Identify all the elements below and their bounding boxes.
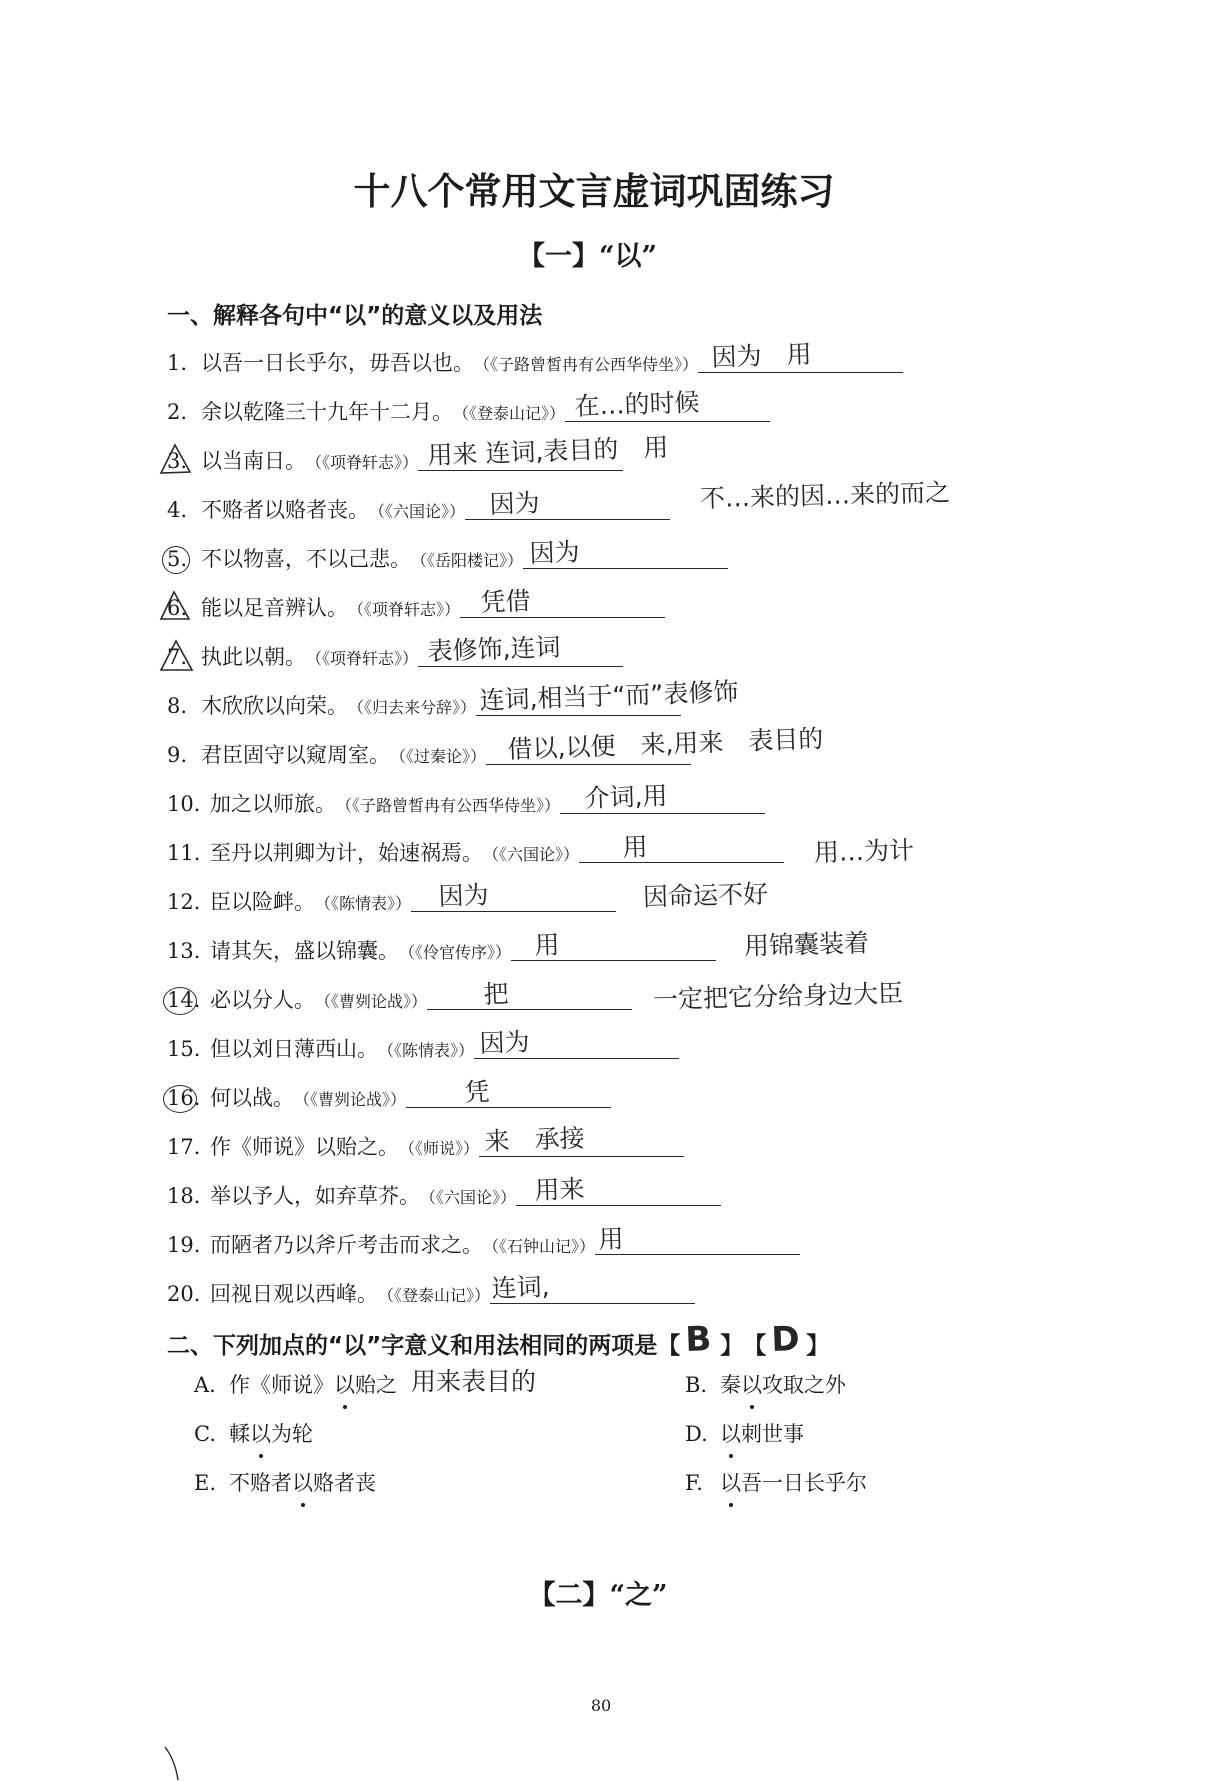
question-row-9 <box>167 723 1207 780</box>
handwritten-option-note: 用来表目的 <box>411 1367 537 1396</box>
dotted-keyword: 以 <box>292 1463 313 1503</box>
answer-blank <box>479 1123 684 1157</box>
question-number-text: 13. <box>167 939 201 963</box>
answer-bracket-blank <box>766 1319 806 1360</box>
question-row-16 <box>167 1074 1207 1123</box>
question-sentence: 以当南日。 <box>201 449 306 473</box>
answer-blank <box>406 1077 611 1108</box>
option-text-post: 刺世事 <box>741 1422 804 1446</box>
answer-blank <box>523 537 728 569</box>
answer-blank <box>698 339 903 373</box>
question-number-text: 17. <box>167 1135 201 1159</box>
question-sentence: 请其矢，盛以锦囊。 <box>210 939 399 963</box>
question-number-text: 18. <box>167 1184 201 1208</box>
answer-blank <box>418 632 623 667</box>
handwritten-answer: 因为 <box>489 488 541 519</box>
question-source: （《登泰山记》） <box>378 1286 491 1305</box>
question-source: （《陈情表》） <box>378 1041 475 1060</box>
question-number <box>167 437 201 486</box>
option-letter: C. <box>194 1422 216 1446</box>
question-sentence: 必以分人。 <box>210 988 315 1012</box>
question-source: （《师说》） <box>399 1139 480 1158</box>
question-source: （《子路曾皙冉有公西华侍坐》） <box>474 355 699 374</box>
question-row-14 <box>167 976 1207 1025</box>
question-source: （《归去来兮辞》） <box>348 698 477 717</box>
question-sentence: 执此以朝。 <box>201 645 306 669</box>
bracket-open: 【 <box>743 1333 767 1359</box>
question-number <box>167 682 201 731</box>
handwritten-side-note: 一定把它分给身边大臣 <box>652 978 904 1015</box>
question-source: （《陈情表》） <box>315 894 412 913</box>
question-number <box>167 535 201 584</box>
page-title: 十八个常用文言虚词巩固练习 <box>353 170 835 213</box>
question-source: （《六国论》） <box>483 845 580 864</box>
dotted-keyword: 以 <box>334 1365 355 1405</box>
handwritten-answer: 用来 连词,表目的 用 <box>427 432 669 470</box>
question-number-text: 3. <box>167 449 188 473</box>
handwritten-answer: 来 承接 <box>484 1123 586 1156</box>
question-number <box>167 584 201 633</box>
question-sentence: 臣以险衅。 <box>210 890 315 914</box>
question-row-7 <box>167 633 1207 682</box>
answer-blank <box>595 1224 800 1255</box>
question-row-1 <box>167 339 1207 388</box>
section-2-heading <box>167 1319 830 1366</box>
handwritten-answer: 凭 <box>464 1077 491 1107</box>
handwritten-choice: B <box>684 1319 713 1360</box>
question-source: （《项脊轩志》） <box>306 453 419 472</box>
question-row-13 <box>167 927 1207 976</box>
question-row-2 <box>167 388 1207 437</box>
question-row-19 <box>167 1221 1207 1270</box>
answer-blank <box>516 1174 721 1206</box>
question-sentence: 举以予人，如弃草芥。 <box>210 1184 420 1208</box>
question-number-text: 16. <box>167 1086 201 1110</box>
question-row-11 <box>167 829 1207 878</box>
question-sentence: 作《师说》以贻之。 <box>210 1135 399 1159</box>
option-text-pre: 秦 <box>720 1373 741 1397</box>
question-number-text: 9. <box>167 743 188 767</box>
triangle-mark-icon <box>158 443 192 475</box>
question-sentence: 至丹以荆卿为计，始速祸焉。 <box>210 841 483 865</box>
question-number-text: 2. <box>167 400 188 424</box>
answer-blank <box>465 488 670 520</box>
option-b <box>685 1365 846 1405</box>
question-sentence: 不以物喜，不以己悲。 <box>201 547 411 571</box>
option-letter: B. <box>685 1373 708 1397</box>
option-text-post: 赂者丧 <box>313 1471 376 1495</box>
question-number <box>167 1270 210 1319</box>
question-number-text: 7. <box>167 645 188 669</box>
handwritten-answer: 表修饰,连词 <box>427 632 561 666</box>
handwritten-answer: 用来 <box>534 1174 586 1205</box>
question-sentence: 木欣欣以向荣。 <box>201 694 348 718</box>
dotted-keyword: 以 <box>741 1365 762 1405</box>
handwritten-answer: 用 <box>534 930 561 960</box>
option-f <box>685 1463 867 1503</box>
question-number <box>167 927 210 976</box>
question-sentence: 余以乾隆三十九年十二月。 <box>201 400 453 424</box>
question-number-text: 11. <box>167 841 201 865</box>
handwritten-answer: 介词,用 <box>584 781 668 813</box>
handwritten-answer: 用 <box>598 1224 625 1254</box>
question-row-5 <box>167 535 1207 584</box>
question-number-text: 19. <box>167 1233 201 1257</box>
question-sentence: 何以战。 <box>210 1086 294 1110</box>
question-sentence: 能以足音辨认。 <box>201 596 348 620</box>
question-row-10 <box>167 780 1207 829</box>
question-source: （《伶官传序》） <box>399 943 512 962</box>
option-text-post: 吾一日长乎尔 <box>741 1471 867 1495</box>
question-row-17 <box>167 1123 1207 1172</box>
option-text-post: 为轮 <box>271 1422 313 1446</box>
answer-blank <box>460 586 665 618</box>
question-source: （《子路曾皙冉有公西华侍坐》） <box>336 796 561 815</box>
handwritten-answer: 连词,相当于“而”表修饰 <box>479 676 739 715</box>
answer-blank <box>511 930 716 961</box>
option-d <box>685 1414 804 1454</box>
handwritten-choice: D <box>770 1319 801 1360</box>
dotted-keyword: 以 <box>720 1414 741 1454</box>
handwritten-answer: 凭借 <box>480 586 532 617</box>
answer-blank <box>490 1271 695 1304</box>
section-1-heading <box>167 296 542 336</box>
question-list <box>167 339 1207 1319</box>
circle-mark-icon <box>162 546 190 574</box>
question-row-12 <box>167 878 1207 927</box>
question-row-8 <box>167 676 1207 731</box>
option-text-pre: 不赂者 <box>229 1471 292 1495</box>
circle-mark-icon <box>163 987 197 1015</box>
question-sentence: 但以刘日薄西山。 <box>210 1037 378 1061</box>
handwritten-answer: 因为 <box>479 1027 531 1058</box>
option-e <box>194 1463 376 1503</box>
part-1-heading: 【一】“以” <box>517 241 658 272</box>
question-number-text: 5. <box>167 547 188 571</box>
question-number <box>167 1221 210 1270</box>
question-number <box>167 486 201 535</box>
question-row-6 <box>167 584 1207 633</box>
option-a <box>194 1365 536 1405</box>
question-number <box>167 1074 210 1123</box>
question-row-3 <box>167 432 1207 486</box>
answer-blank <box>418 432 669 471</box>
option-text-post: 攻取之外 <box>762 1373 846 1397</box>
answer-blank <box>427 979 632 1010</box>
question-number <box>167 1172 210 1221</box>
part-2-heading: 【二】“之” <box>528 1580 668 1611</box>
question-number-text: 6. <box>167 596 188 620</box>
section-1-heading-text: 一、解释各句中“以”的意义以及用法 <box>167 303 543 329</box>
question-number <box>167 1025 210 1074</box>
handwritten-side-note: 用锦囊装着 <box>743 928 870 961</box>
question-number-text: 4. <box>167 498 188 522</box>
question-number-text: 10. <box>167 792 201 816</box>
handwritten-side-note: 因命运不好 <box>642 879 769 912</box>
handwritten-side-note: 用…为计 <box>813 835 915 868</box>
question-source: （《六国论》） <box>420 1188 517 1207</box>
option-letter: A. <box>194 1373 216 1397</box>
answer-bracket-blank <box>680 1319 720 1360</box>
handwritten-side-note: 不…来的因…来的而之 <box>699 477 951 514</box>
circle-mark-icon <box>163 1085 197 1113</box>
answer-blank <box>560 781 765 814</box>
question-row-15 <box>167 1025 1207 1074</box>
option-text-pre: 作《师说》 <box>229 1373 334 1397</box>
option-c <box>194 1414 313 1454</box>
answer-blank <box>565 387 770 422</box>
question-number <box>167 976 210 1025</box>
bracket-close: 】 <box>806 1333 830 1359</box>
question-row-20 <box>167 1270 1207 1319</box>
question-sentence: 以吾一日长乎尔，毋吾以也。 <box>201 351 474 375</box>
question-source: （《过秦论》） <box>390 747 487 766</box>
handwritten-answer: 在…的时候 <box>574 387 701 421</box>
triangle-mark-icon <box>158 639 194 673</box>
question-source: （《六国论》） <box>369 502 466 521</box>
question-number <box>167 731 201 780</box>
option-letter: F. <box>685 1471 703 1495</box>
option-letter: E. <box>194 1471 217 1495</box>
answer-blank <box>474 1027 679 1059</box>
question-number-text: 15. <box>167 1037 201 1061</box>
question-source: （《石钟山记》） <box>483 1237 596 1256</box>
question-sentence: 回视日观以西峰。 <box>210 1282 378 1306</box>
handwritten-answer: 因为 <box>438 880 490 911</box>
question-number <box>167 633 201 682</box>
question-source: （《项脊轩志》） <box>348 600 461 619</box>
question-number <box>167 388 201 437</box>
question-sentence: 不赂者以赂者丧。 <box>201 498 369 522</box>
question-number-text: 14. <box>167 988 201 1012</box>
question-number <box>167 780 210 829</box>
question-number-text: 12. <box>167 890 201 914</box>
question-source: （《曹刿论战》） <box>294 1090 407 1109</box>
answer-blank <box>579 832 784 863</box>
answer-blank <box>476 676 739 716</box>
bracket-open: 【 <box>657 1333 681 1359</box>
answer-blank <box>486 723 824 765</box>
question-sentence: 而陋者乃以斧斤考击而求之。 <box>210 1233 483 1257</box>
dotted-keyword: 以 <box>720 1463 741 1503</box>
question-source: （《登泰山记》） <box>453 404 566 423</box>
handwritten-answer: 因为 用 <box>711 339 813 372</box>
handwritten-answer: 把 <box>483 979 510 1009</box>
triangle-mark-icon <box>158 590 192 622</box>
bracket-close: 】 <box>720 1333 744 1359</box>
question-number <box>167 878 210 927</box>
option-text-pre: 輮 <box>229 1422 250 1446</box>
handwritten-answer: 借以,以便 来,用来 表目的 <box>507 723 824 764</box>
option-text-post: 贻之 <box>355 1373 397 1397</box>
question-source: （《项脊轩志》） <box>306 649 419 668</box>
question-number-text: 1. <box>167 351 188 375</box>
option-letter: D. <box>685 1422 708 1446</box>
dotted-keyword: 以 <box>250 1414 271 1454</box>
handwritten-answer: 用 <box>622 832 649 862</box>
handwritten-answer: 因为 <box>529 537 581 568</box>
question-row-18 <box>167 1172 1207 1221</box>
question-source: （《岳阳楼记》） <box>411 551 524 570</box>
question-number-text: 20. <box>167 1282 201 1306</box>
question-sentence: 加之以师旅。 <box>210 792 336 816</box>
question-number <box>167 1123 210 1172</box>
question-sentence: 君臣固守以窥周室。 <box>201 743 390 767</box>
question-number <box>167 829 210 878</box>
page-number: 80 <box>590 1696 612 1715</box>
answer-blank <box>411 880 616 912</box>
pen-stroke-mark <box>160 1745 190 1781</box>
question-number-text: 8. <box>167 694 188 718</box>
question-number <box>167 339 201 388</box>
question-source: （《曹刿论战》） <box>315 992 428 1011</box>
section-2-heading-text: 二、下列加点的“以”字意义和用法相同的两项是 <box>167 1333 658 1359</box>
handwritten-answer: 连词, <box>491 1271 551 1303</box>
question-row-4 <box>167 477 1207 535</box>
